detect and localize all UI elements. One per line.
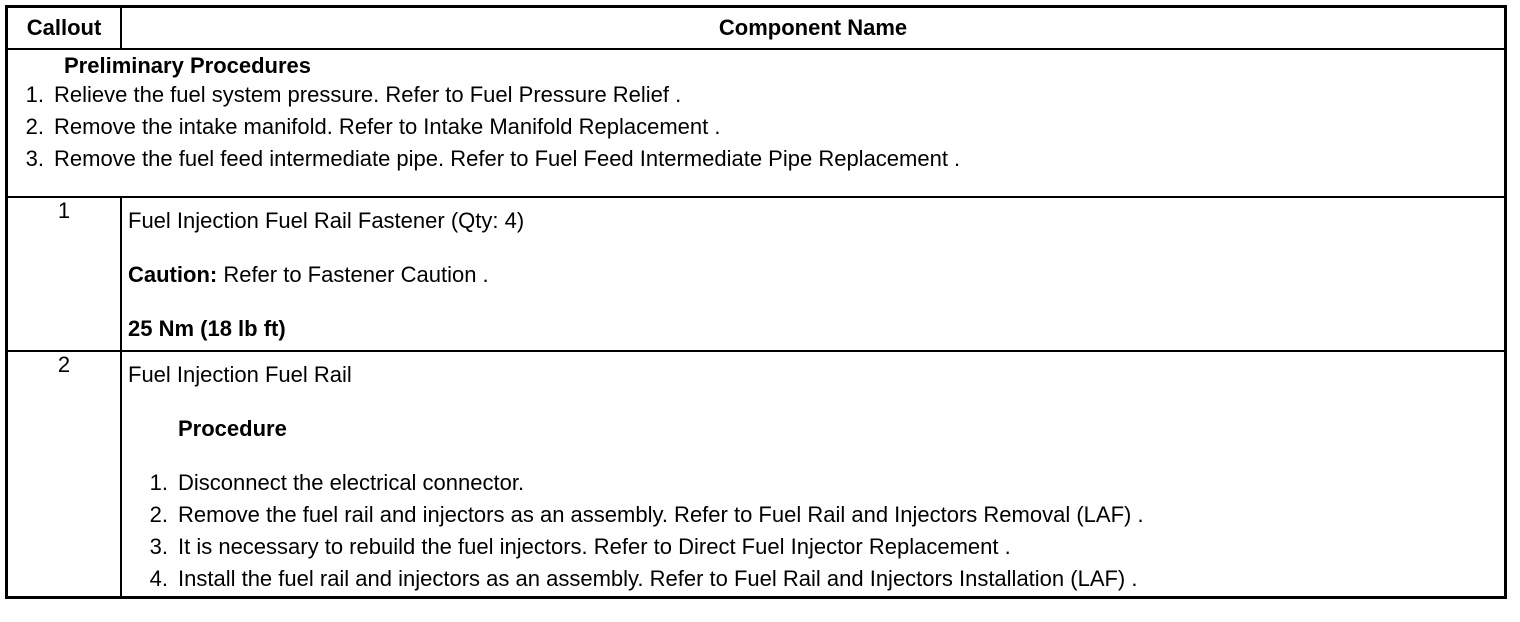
component-name: Fuel Injection Fuel Rail Fastener (Qty: 4) — [128, 208, 525, 233]
step-text: Install the fuel rail and injectors as an assembly. Refer to Fuel Rail and Injectors Installation (LAF) . — [178, 566, 1138, 591]
step-number: 4. — [149, 566, 168, 591]
step-number: 3. — [25, 146, 44, 171]
header-row — [7, 7, 1506, 50]
list-item — [134, 467, 1504, 499]
caution-label: Caution: — [128, 262, 218, 287]
callout-header: Callout — [7, 7, 122, 50]
preliminary-heading: Preliminary Procedures — [64, 53, 312, 78]
preliminary-cell — [7, 49, 1506, 197]
caution-line — [128, 259, 1504, 291]
list-item — [134, 531, 1504, 563]
step-number: 2. — [149, 502, 168, 527]
procedure-table — [5, 5, 1507, 599]
list-item — [134, 563, 1504, 595]
component-cell — [121, 197, 1506, 351]
callout-cell: 2 — [7, 351, 122, 597]
step-text: Disconnect the electrical connector. — [178, 470, 525, 495]
table-row — [7, 351, 1506, 597]
step-number: 1. — [149, 470, 168, 495]
callout-cell: 1 — [7, 197, 122, 351]
preliminary-row — [7, 49, 1506, 197]
step-text: Remove the fuel rail and injectors as an assembly. Refer to Fuel Rail and Injectors Removal (LAF) . — [178, 502, 1144, 527]
step-text: Relieve the fuel system pressure. Refer to Fuel Pressure Relief . — [54, 82, 682, 107]
step-text: It is necessary to rebuild the fuel injectors. Refer to Direct Fuel Injector Replacement . — [178, 534, 1011, 559]
procedure-steps — [134, 467, 1504, 595]
list-item — [8, 143, 1504, 175]
caution-text: Refer to Fastener Caution . — [217, 262, 489, 287]
component-name-header: Component Name — [121, 7, 1506, 50]
step-number: 2. — [25, 114, 44, 139]
step-text: Remove the fuel feed intermediate pipe. Refer to Fuel Feed Intermediate Pipe Replacement . — [54, 146, 961, 171]
component-cell — [121, 351, 1506, 597]
component-name: Fuel Injection Fuel Rail — [128, 362, 352, 387]
table-row — [7, 197, 1506, 351]
step-number: 3. — [149, 534, 168, 559]
list-item — [8, 111, 1504, 143]
list-item — [134, 499, 1504, 531]
procedure-heading: Procedure — [178, 416, 287, 441]
step-number: 1. — [25, 82, 44, 107]
preliminary-steps — [8, 79, 1504, 175]
step-text: Remove the intake manifold. Refer to Intake Manifold Replacement . — [54, 114, 721, 139]
torque-spec: 25 Nm (18 lb ft) — [128, 316, 286, 341]
list-item — [8, 79, 1504, 111]
